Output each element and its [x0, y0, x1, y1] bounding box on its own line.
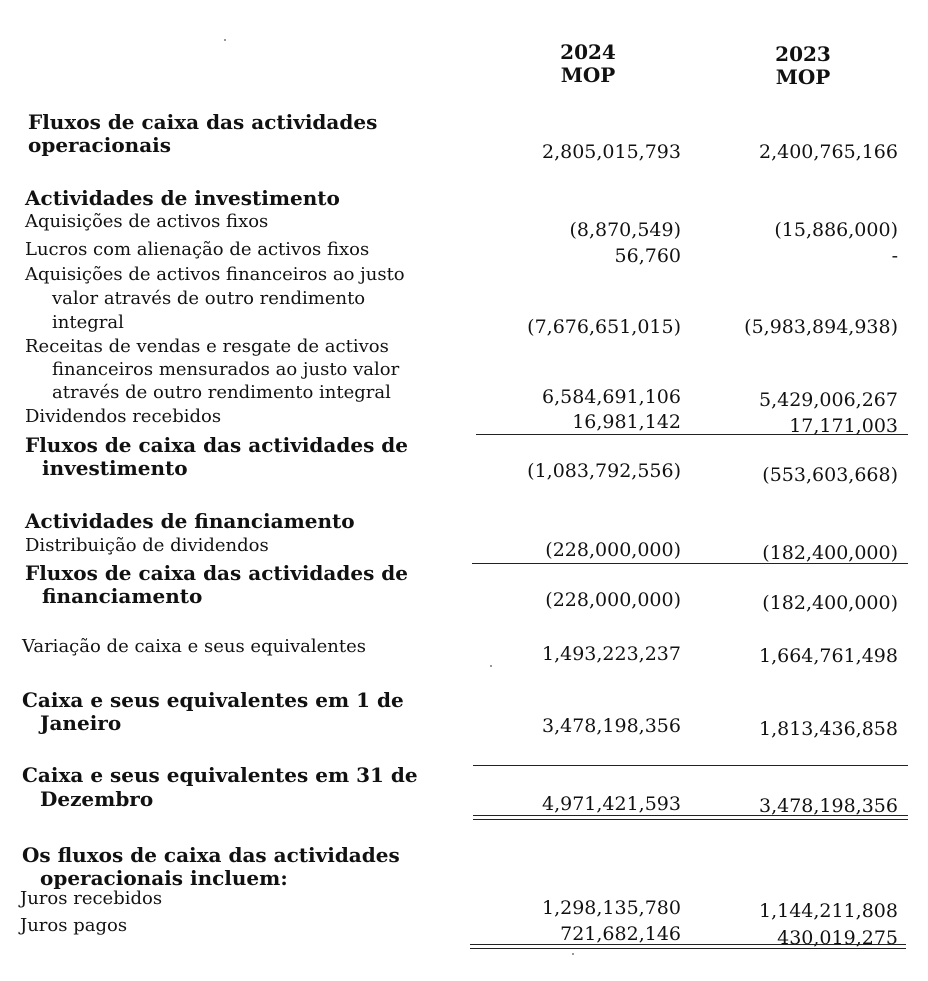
column-year-2024: 2024	[560, 40, 616, 64]
closing-label-line2: Dezembro	[40, 787, 154, 811]
investing-total-label-line1: Fluxos de caixa das actividades de	[25, 433, 409, 457]
includes-row-label: Juros recebidos	[20, 888, 163, 909]
column-header-2023	[763, 43, 843, 89]
column-currency-2024: MOP	[560, 63, 616, 87]
subtotal-rule	[472, 563, 908, 564]
includes-row-2024: 1,298,135,780	[541, 897, 681, 919]
includes-row-2024: 721,682,146	[560, 923, 681, 945]
investing-row-2023: (15,886,000)	[774, 219, 898, 241]
investing-row-label: Dividendos recebidos	[25, 406, 222, 427]
scan-speck	[490, 665, 492, 667]
change-2024: 1,493,223,237	[541, 643, 681, 665]
includes-label-line1: Os fluxos de caixa das actividades	[22, 843, 400, 867]
scan-speck	[572, 953, 574, 955]
financing-heading: Actividades de financiamento	[25, 509, 355, 533]
operating-2023: 2,400,765,166	[758, 141, 898, 163]
double-rule-bottom	[473, 819, 908, 820]
opening-2023: 1,813,436,858	[758, 718, 898, 740]
column-header-2024	[548, 41, 628, 87]
includes-row-2023: 1,144,211,808	[758, 900, 898, 922]
investing-row-label-line2: valor através de outro rendimento	[52, 288, 366, 309]
investing-heading: Actividades de investimento	[25, 186, 340, 210]
scan-speck	[224, 39, 226, 41]
includes-row-2023: 430,019,275	[777, 927, 898, 949]
opening-2024: 3,478,198,356	[541, 715, 681, 737]
investing-total-2023: (553,603,668)	[762, 464, 898, 486]
investing-row-2024: 6,584,691,106	[541, 386, 681, 408]
financing-row-2024: (228,000,000)	[545, 539, 681, 561]
financing-total-label-line1: Fluxos de caixa das actividades de	[25, 561, 409, 585]
change-label: Variação de caixa e seus equivalentes	[22, 636, 366, 657]
column-year-2023: 2023	[775, 42, 831, 66]
investing-row-2024: (7,676,651,015)	[527, 316, 681, 338]
subtotal-rule	[473, 765, 908, 766]
financing-row-label: Distribuição de dividendos	[25, 535, 269, 556]
operating-2024: 2,805,015,793	[541, 141, 681, 163]
operating-label-line1: Fluxos de caixa das actividades	[28, 110, 378, 134]
opening-label-line2: Janeiro	[40, 711, 122, 735]
closing-label-line1: Caixa e seus equivalentes em 31 de	[22, 763, 418, 787]
financing-total-label-line2: financiamento	[42, 584, 203, 608]
investing-row-2024: (8,870,549)	[569, 219, 681, 241]
investing-row-label: Lucros com alienação de activos fixos	[25, 239, 370, 260]
double-rule-top	[473, 815, 908, 816]
double-rule-bottom	[470, 948, 906, 949]
investing-row-2024: 56,760	[614, 245, 681, 267]
investing-row-label-line1: Aquisições de activos financeiros ao justo	[25, 264, 405, 285]
financing-row-2023: (182,400,000)	[762, 542, 898, 564]
closing-2023: 3,478,198,356	[758, 795, 898, 817]
investing-row-2023: (5,983,894,938)	[744, 316, 898, 338]
closing-2024: 4,971,421,593	[541, 793, 681, 815]
investing-row-2024: 16,981,142	[572, 411, 681, 433]
subtotal-rule	[476, 434, 908, 435]
financing-total-2024: (228,000,000)	[545, 589, 681, 611]
change-2023: 1,664,761,498	[758, 645, 898, 667]
investing-row-2023: -	[891, 245, 898, 267]
investing-row-label-line3: integral	[52, 312, 124, 333]
double-rule-top	[470, 944, 906, 945]
investing-row-2023: 17,171,003	[789, 415, 898, 437]
investing-row-2023: 5,429,006,267	[758, 389, 898, 411]
includes-label-line2: operacionais incluem:	[40, 866, 288, 890]
column-currency-2023: MOP	[775, 65, 831, 89]
investing-row-label: Aquisições de activos fixos	[25, 211, 269, 232]
investing-row-label-line1: Receitas de vendas e resgate de activos	[25, 336, 389, 357]
investing-total-2024: (1,083,792,556)	[527, 460, 681, 482]
financing-total-2023: (182,400,000)	[762, 592, 898, 614]
operating-label-line2: operacionais	[28, 133, 172, 157]
investing-total-label-line2: investimento	[42, 456, 188, 480]
investing-row-label-line3: através de outro rendimento integral	[52, 382, 391, 403]
opening-label-line1: Caixa e seus equivalentes em 1 de	[22, 688, 404, 712]
includes-row-label: Juros pagos	[20, 915, 128, 936]
investing-row-label-line2: financeiros mensurados ao justo valor	[52, 359, 400, 380]
